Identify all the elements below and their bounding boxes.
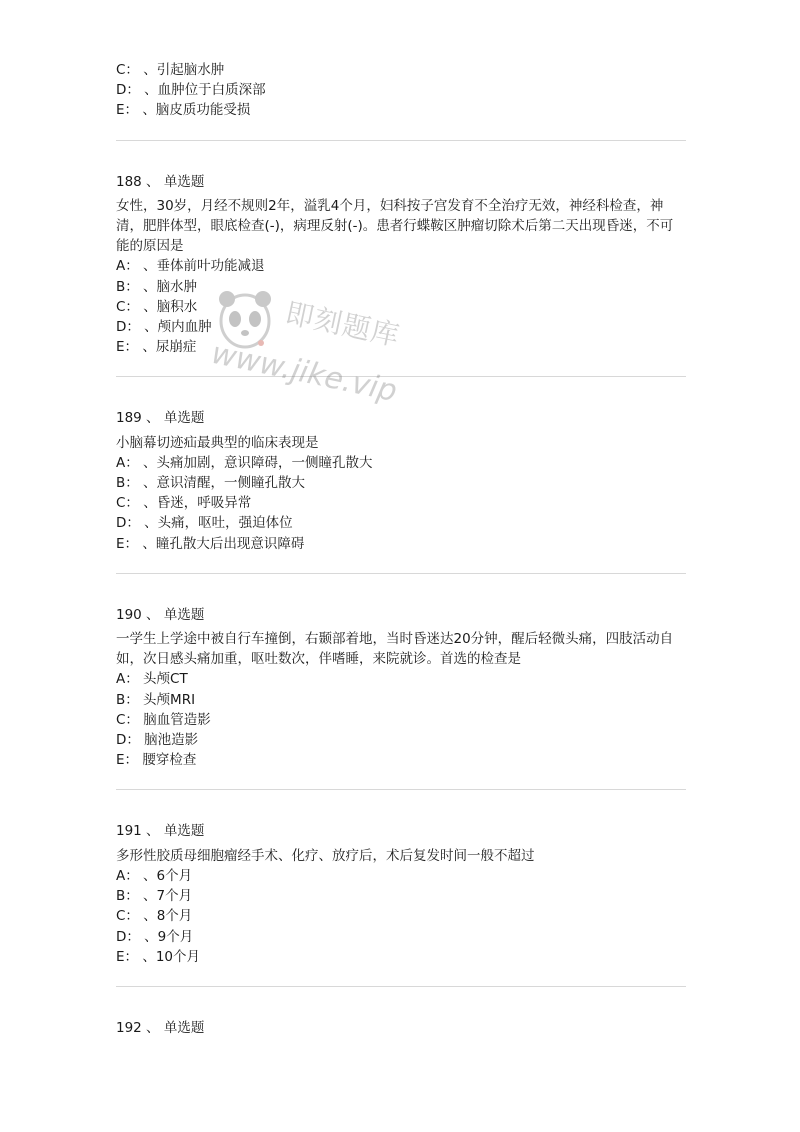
question-header: 191 、 单选题: [116, 823, 205, 840]
option-e: E： 、10个月: [116, 948, 200, 965]
question-header: 189 、 单选题: [116, 410, 205, 427]
question-stem: 女性，30岁，月经不规则2年，溢乳4个月，妇科按子宫发育不全治疗无效，神经科检查，神清，肥胖体型，眼底检查(-)，病理反射(-)。患者行蝶鞍区肿瘤切除术后第二天出现昏迷，不可能的原因是: [116, 197, 674, 255]
option-c: C： 、引起脑水肿: [116, 62, 225, 78]
previous-question-options: [116, 60, 686, 121]
question-189: [116, 377, 686, 553]
question-header: 190 、 单选题: [116, 606, 205, 623]
option-a: A： 、6个月: [116, 867, 193, 884]
option-b: B： 、7个月: [116, 888, 193, 905]
option-d: D： 脑池造影: [116, 732, 199, 749]
option-e: E： 腰穿检查: [116, 752, 197, 769]
option-c: C： 脑血管造影: [116, 711, 211, 728]
option-c: C： 、脑积水: [116, 298, 198, 315]
option-b: B： 、意识清醒，一侧瞳孔散大: [116, 475, 306, 492]
question-stem: 一学生上学途中被自行车撞倒，右颞部着地，当时昏迷达20分钟，醒后轻微头痛，四肢活动自如，次日感头痛加重，呕吐数次，伴嗜睡，来院就诊。首选的检查是: [116, 631, 674, 668]
option-e: E： 、瞳孔散大后出现意识障碍: [116, 535, 305, 552]
question-190: [116, 574, 686, 771]
watermark-brand: 即刻题库: [282, 296, 403, 353]
question-stem: 小脑幕切迹疝最典型的临床表现是: [116, 434, 319, 451]
option-b: B： 头颅MRI: [116, 691, 196, 708]
question-191: [116, 790, 686, 966]
document-page: [116, 60, 686, 1042]
option-a: A： 、垂体前叶功能减退: [116, 258, 265, 275]
question-192: [116, 987, 686, 1038]
watermark-url: www.jike.vip: [208, 335, 400, 410]
option-a: A： 、头痛加剧，意识障碍，一侧瞳孔散大: [116, 454, 373, 471]
option-a: A： 头颅CT: [116, 671, 188, 688]
question-header: 192 、 单选题: [116, 1019, 205, 1036]
question-188: [116, 141, 686, 358]
option-e: E： 、尿崩症: [116, 339, 197, 356]
question-stem: 多形性胶质母细胞瘤经手术、化疗、放疗后，术后复发时间一般不超过: [116, 847, 535, 864]
option-e: E： 、脑皮质功能受损: [116, 102, 251, 119]
option-c: C： 、昏迷，呼吸异常: [116, 495, 252, 512]
option-b: B： 、脑水肿: [116, 278, 198, 295]
option-d: D： 、颅内血肿: [116, 319, 212, 336]
question-header: 188 、 单选题: [116, 173, 205, 190]
option-d: D： 、头痛，呕吐，强迫体位: [116, 515, 293, 532]
option-d: D： 、血肿位于白质深部: [116, 82, 266, 99]
option-d: D： 、9个月: [116, 928, 194, 945]
option-c: C： 、8个月: [116, 908, 193, 925]
